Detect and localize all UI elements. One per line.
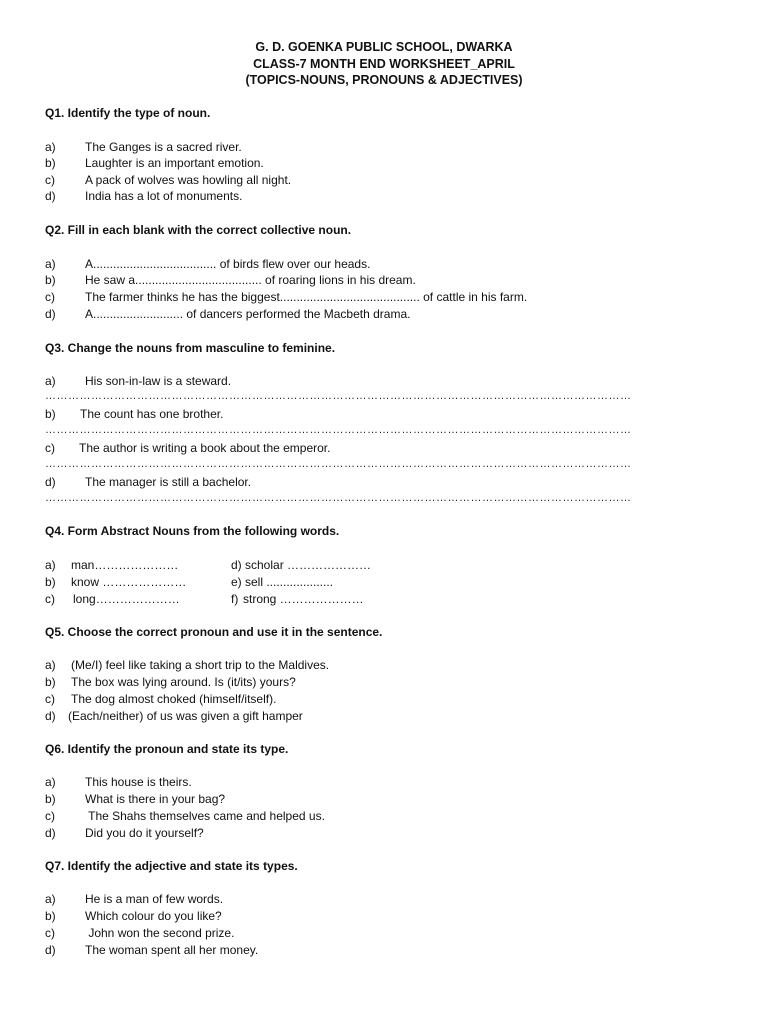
item-text: India has a lot of monuments. — [85, 189, 243, 203]
item-label: d) — [45, 189, 56, 203]
item-text: Did you do it yourself? — [85, 826, 204, 840]
item-label: d) — [45, 307, 56, 321]
item-text: The box was lying around. Is (it/its) yours? — [71, 675, 296, 689]
item-label: b) — [45, 273, 56, 287]
item-label: c) — [45, 290, 55, 304]
item-label: b) — [45, 575, 56, 589]
item-label: b) — [45, 675, 56, 689]
q3-title: Q3. Change the nouns from masculine to feminine. — [45, 341, 336, 355]
item-text: (Each/neither) of us was given a gift hamper — [68, 709, 303, 723]
item-label: b) — [45, 407, 56, 421]
item-text: strong ………………… — [243, 592, 364, 606]
item-text: John won the second prize. — [85, 926, 235, 940]
item-label: d) — [45, 475, 56, 489]
item-text: The manager is still a bachelor. — [85, 475, 252, 489]
item-label: b) — [45, 909, 56, 923]
item-text: Which colour do you like? — [85, 909, 222, 923]
answer-line: ……………………………………………………………………………………………………………………………………… — [45, 424, 632, 436]
item-label: a) — [45, 658, 56, 672]
item-text: The farmer thinks he has the biggest.......................................... of cattle in his farm. — [85, 290, 528, 304]
item-label: c) — [45, 441, 55, 455]
item-label: a) — [45, 775, 56, 789]
item-text: The woman spent all her money. — [85, 943, 259, 957]
item-text: What is there in your bag? — [85, 792, 226, 806]
item-text: man………………… — [71, 558, 179, 572]
item-text: The Shahs themselves came and helped us. — [85, 809, 325, 823]
item-label: b) — [45, 156, 56, 170]
item-text: A pack of wolves was howling all night. — [85, 173, 292, 187]
item-label: d) — [45, 709, 56, 723]
item-text: (Me/I) feel like taking a short trip to the Maldives. — [71, 658, 330, 672]
q1-title: Q1. Identify the type of noun. — [45, 106, 211, 120]
item-label: c) — [45, 173, 55, 187]
item-text: His son-in-law is a steward. — [85, 374, 232, 388]
q6-title: Q6. Identify the pronoun and state its type. — [45, 742, 289, 756]
q5-title: Q5. Choose the correct pronoun and use it in the sentence. — [45, 625, 383, 639]
item-text: The count has one brother. — [80, 407, 224, 421]
worksheet-title: CLASS-7 MONTH END WORKSHEET_APRIL — [253, 57, 515, 71]
item-label: c) — [45, 809, 55, 823]
q2-title: Q2. Fill in each blank with the correct collective noun. — [45, 223, 352, 237]
item-text: A........................... of dancers performed the Macbeth drama. — [85, 307, 411, 321]
item-label: c) — [45, 592, 55, 606]
item-label: d) — [231, 558, 242, 572]
item-text: He saw a...................................... of roaring lions in his dream. — [85, 273, 416, 287]
item-text: Laughter is an important emotion. — [85, 156, 264, 170]
q4-title: Q4. Form Abstract Nouns from the following words. — [45, 524, 340, 538]
item-text: sell .................... — [245, 575, 334, 589]
answer-line: ……………………………………………………………………………………………………………………………………… — [45, 458, 632, 470]
item-label: c) — [45, 926, 55, 940]
item-text: This house is theirs. — [85, 775, 192, 789]
item-label: b) — [45, 792, 56, 806]
item-label: d) — [45, 826, 56, 840]
item-text: The author is writing a book about the emperor. — [79, 441, 331, 455]
answer-line: ……………………………………………………………………………………………………………………………………… — [45, 390, 632, 402]
item-text: long………………… — [73, 592, 180, 606]
item-label: a) — [45, 558, 56, 572]
school-name: G. D. GOENKA PUBLIC SCHOOL, DWARKA — [255, 40, 513, 54]
item-label: f) — [231, 592, 239, 606]
item-text: The Ganges is a sacred river. — [85, 140, 242, 154]
item-text: He is a man of few words. — [85, 892, 224, 906]
item-label: a) — [45, 140, 56, 154]
item-text: know ………………… — [71, 575, 187, 589]
item-label: a) — [45, 892, 56, 906]
worksheet-topics: (TOPICS-NOUNS, PRONOUNS & ADJECTIVES) — [245, 73, 523, 87]
item-label: a) — [45, 374, 56, 388]
answer-line: ……………………………………………………………………………………………………………………………………… — [45, 492, 632, 504]
item-text: The dog almost choked (himself/itself). — [71, 692, 277, 706]
item-label: e) — [231, 575, 242, 589]
q7-title: Q7. Identify the adjective and state its types. — [45, 859, 298, 873]
item-label: a) — [45, 257, 56, 271]
item-text: A..................................... of birds flew over our heads. — [85, 257, 371, 271]
item-text: scholar ………………… — [245, 558, 372, 572]
item-label: d) — [45, 943, 56, 957]
item-label: c) — [45, 692, 55, 706]
